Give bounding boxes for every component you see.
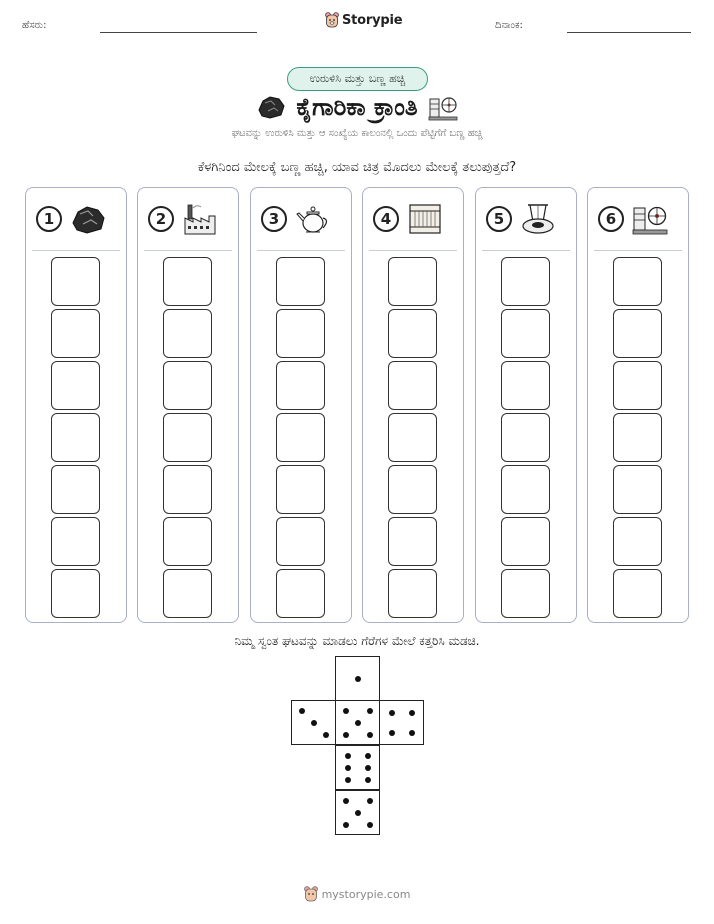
column-4: [362, 187, 464, 623]
color-box[interactable]: [51, 517, 100, 566]
pip: [389, 710, 395, 716]
column-3: [250, 187, 352, 623]
pip: [299, 708, 305, 714]
mascot-icon: [325, 12, 339, 28]
column-1: [25, 187, 127, 623]
mascot-icon: [304, 886, 318, 902]
color-box[interactable]: [501, 413, 550, 462]
pip: [365, 753, 371, 759]
pip: [345, 765, 351, 771]
color-box[interactable]: [276, 517, 325, 566]
name-line: [100, 32, 257, 33]
date-line: [567, 32, 691, 33]
pip: [409, 710, 415, 716]
column-divider: [594, 250, 682, 251]
column-number: 3: [261, 206, 287, 232]
color-box[interactable]: [388, 309, 437, 358]
pip: [355, 720, 361, 726]
column-number: 2: [148, 206, 174, 232]
pip: [311, 720, 317, 726]
color-box[interactable]: [613, 465, 662, 514]
color-box[interactable]: [613, 361, 662, 410]
color-box[interactable]: [163, 517, 212, 566]
coal-icon: [70, 202, 106, 236]
cut-fold-instruction: ನಿಮ್ಮ ಸ್ವಂತ ಘಟವನ್ನು ಮಾಡಲು ಗೆರೆಗಳ ಮೇಲೆ ಕತ್ತರಿಸಿ ಮಡಚಿ.: [234, 634, 480, 648]
factory-icon: [182, 202, 218, 236]
color-box[interactable]: [51, 413, 100, 462]
pip: [355, 810, 361, 816]
pip: [367, 822, 373, 828]
pip: [323, 732, 329, 738]
column-divider: [257, 250, 345, 251]
coal-icon: [256, 93, 286, 121]
column-number: 5: [486, 206, 512, 232]
pip: [343, 798, 349, 804]
column-5: [475, 187, 577, 623]
color-box[interactable]: [613, 257, 662, 306]
footer: [0, 886, 714, 902]
brand-name: Storypie: [342, 12, 403, 28]
color-box[interactable]: [51, 465, 100, 514]
steam-engine-icon: [428, 93, 458, 121]
color-box[interactable]: [276, 413, 325, 462]
question: ಕೆಳಗಿನಿಂದ ಮೇಲಕ್ಕೆ ಬಣ್ಣ ಹಚ್ಚಿ, ಯಾವ ಚಿತ್ರ ಮೊದಲು ಮೇಲಕ್ಕೆ ತಲುಪುತ್ತದೆ?: [197, 160, 517, 175]
pip: [355, 676, 361, 682]
die-face: [379, 700, 424, 745]
date-label: ದಿನಾಂಕ:: [495, 20, 523, 31]
color-box[interactable]: [388, 465, 437, 514]
color-box[interactable]: [276, 257, 325, 306]
color-box[interactable]: [51, 569, 100, 618]
color-box[interactable]: [501, 309, 550, 358]
color-box[interactable]: [388, 517, 437, 566]
color-box[interactable]: [163, 309, 212, 358]
pip: [367, 798, 373, 804]
mine-shaft-icon: [520, 202, 556, 236]
column-number: 1: [36, 206, 62, 232]
teapot-icon: [295, 202, 331, 236]
pip: [343, 732, 349, 738]
pip: [409, 730, 415, 736]
pip: [343, 822, 349, 828]
color-box[interactable]: [276, 465, 325, 514]
title-row: [0, 92, 714, 122]
die-face: [335, 700, 380, 745]
column-2: [137, 187, 239, 623]
steam-engine-icon: [632, 202, 668, 236]
badge-label: ಉರುಳಿಸಿ ಮತ್ತು ಬಣ್ಣ ಹಚ್ಚಿ: [309, 72, 406, 85]
name-label: ಹೆಸರು:: [22, 20, 47, 31]
color-box[interactable]: [276, 361, 325, 410]
page-title: ಕೈಗಾರಿಕಾ ಕ್ರಾಂತಿ: [296, 93, 418, 121]
color-box[interactable]: [388, 413, 437, 462]
column-divider: [369, 250, 457, 251]
pip: [389, 730, 395, 736]
color-box[interactable]: [613, 517, 662, 566]
pip: [367, 732, 373, 738]
column-divider: [482, 250, 570, 251]
column-number: 6: [598, 206, 624, 232]
color-box[interactable]: [276, 569, 325, 618]
storypie-logo: [325, 12, 402, 28]
die-face: [335, 745, 380, 790]
die-face: [291, 700, 336, 745]
color-box[interactable]: [501, 361, 550, 410]
pip: [365, 765, 371, 771]
pip: [345, 777, 351, 783]
pip: [343, 708, 349, 714]
color-box[interactable]: [276, 309, 325, 358]
color-box[interactable]: [501, 257, 550, 306]
color-box[interactable]: [163, 413, 212, 462]
color-box[interactable]: [501, 465, 550, 514]
color-box[interactable]: [613, 413, 662, 462]
color-box[interactable]: [163, 257, 212, 306]
color-box[interactable]: [388, 257, 437, 306]
column-divider: [32, 250, 120, 251]
footer-url: mystorypie.com: [321, 887, 411, 901]
column-number: 4: [373, 206, 399, 232]
activity-badge: [287, 67, 428, 91]
column-divider: [144, 250, 232, 251]
die-face: [335, 790, 380, 835]
die-face: [335, 656, 380, 701]
column-6: [587, 187, 689, 623]
color-box[interactable]: [51, 361, 100, 410]
color-box[interactable]: [501, 569, 550, 618]
color-box[interactable]: [51, 309, 100, 358]
subtitle: ಘಟವನ್ನು ಉರುಳಿಸಿ ಮತ್ತು ಆ ಸಂಖ್ಯೆಯ ಕಾಲಂನಲ್ಲಿ ಒಂದು ಪೆಟ್ಟಿಗೆಗೆ ಬಣ್ಣ ಹಚ್ಚಿ: [231, 128, 483, 139]
pip: [367, 708, 373, 714]
color-box[interactable]: [501, 517, 550, 566]
loom-icon: [407, 202, 443, 236]
pip: [365, 777, 371, 783]
color-box[interactable]: [163, 465, 212, 514]
pip: [345, 753, 351, 759]
color-box[interactable]: [613, 309, 662, 358]
color-box[interactable]: [51, 257, 100, 306]
color-box[interactable]: [163, 569, 212, 618]
color-box[interactable]: [613, 569, 662, 618]
color-box[interactable]: [163, 361, 212, 410]
color-box[interactable]: [388, 569, 437, 618]
color-box[interactable]: [388, 361, 437, 410]
